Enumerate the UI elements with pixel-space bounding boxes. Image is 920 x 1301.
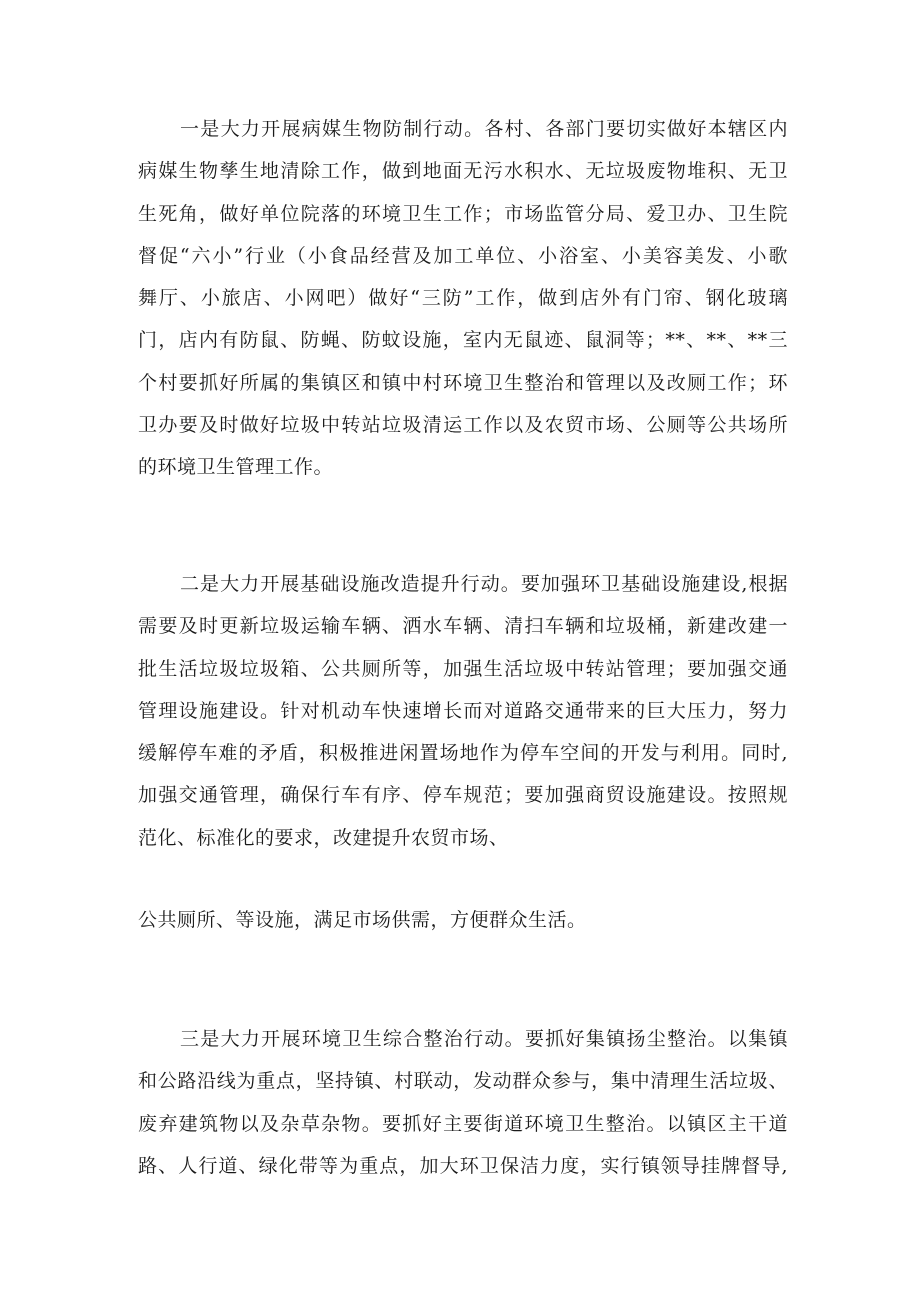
text-line: 病媒生物孳生地清除工作，做到地面无污水积水、无垃圾废物堆积、无卫 [138, 160, 788, 183]
paragraph-continuation [138, 899, 788, 941]
text-line: 需要及时更新垃圾运输车辆、洒水车辆、清扫车辆和垃圾桶，新建改建一 [138, 615, 788, 638]
text-line: 范化、标准化的要求，改建提升农贸市场、 [138, 826, 509, 849]
text-line: 路、人行道、绿化带等为重点，加大环卫保洁力度，实行镇领导挂牌督导, [138, 1154, 788, 1177]
text-line: 督促“六小”行业（小食品经营及加工单位、小浴室、小美容美发、小歌 [138, 244, 788, 267]
text-line: 废弃建筑物以及杂草杂物。要抓好主要街道环境卫生整治。以镇区主干道 [138, 1112, 788, 1135]
paragraph-environmental-sanitation [138, 1018, 788, 1187]
text-line: 生死角，做好单位院落的环境卫生工作；市场监管分局、爱卫办、卫生院 [138, 202, 788, 225]
paragraph-disease-vector-control [138, 108, 788, 489]
text-line: 个村要抓好所属的集镇区和镇中村环境卫生整治和管理以及改厕工作；环 [138, 371, 788, 394]
text-line: 缓解停车难的矛盾，积极推进闲置场地作为停车空间的开发与利用。同时, [138, 742, 788, 765]
text-line: 二是大力开展基础设施改造提升行动。要加强环卫基础设施建设,根据 [180, 573, 788, 595]
text-line: 的环境卫生管理工作。 [138, 456, 334, 479]
text-line: 批生活垃圾垃圾箱、公共厕所等，加强生活垃圾中转站管理；要加强交通 [138, 657, 788, 680]
paragraph-infrastructure-upgrade [138, 563, 788, 859]
text-line: 一是大力开展病媒生物防制行动。各村、各部门要切实做好本辖区内 [180, 118, 788, 140]
text-line: 公共厕所、等设施，满足市场供需，方便群众生活。 [138, 909, 587, 931]
text-line: 管理设施建设。针对机动车快速增长而对道路交通带来的巨大压力，努力 [138, 699, 788, 722]
text-line: 门，店内有防鼠、防蝇、防蚊设施，室内无鼠迹、鼠洞等；**、**、**三 [138, 329, 788, 352]
text-line: 和公路沿线为重点，坚持镇、村联动，发动群众参与，集中清理生活垃圾、 [138, 1070, 788, 1093]
text-line: 卫办要及时做好垃圾中转站垃圾清运工作以及农贸市场、公厕等公共场所 [138, 414, 788, 437]
text-line: 三是大力开展环境卫生综合整治行动。要抓好集镇扬尘整治。以集镇 [180, 1028, 788, 1050]
text-line: 舞厅、小旅店、小网吧）做好“三防”工作，做到店外有门帘、钢化玻璃 [138, 287, 788, 310]
text-line: 加强交通管理，确保行车有序、停车规范；要加强商贸设施建设。按照规 [138, 784, 788, 807]
